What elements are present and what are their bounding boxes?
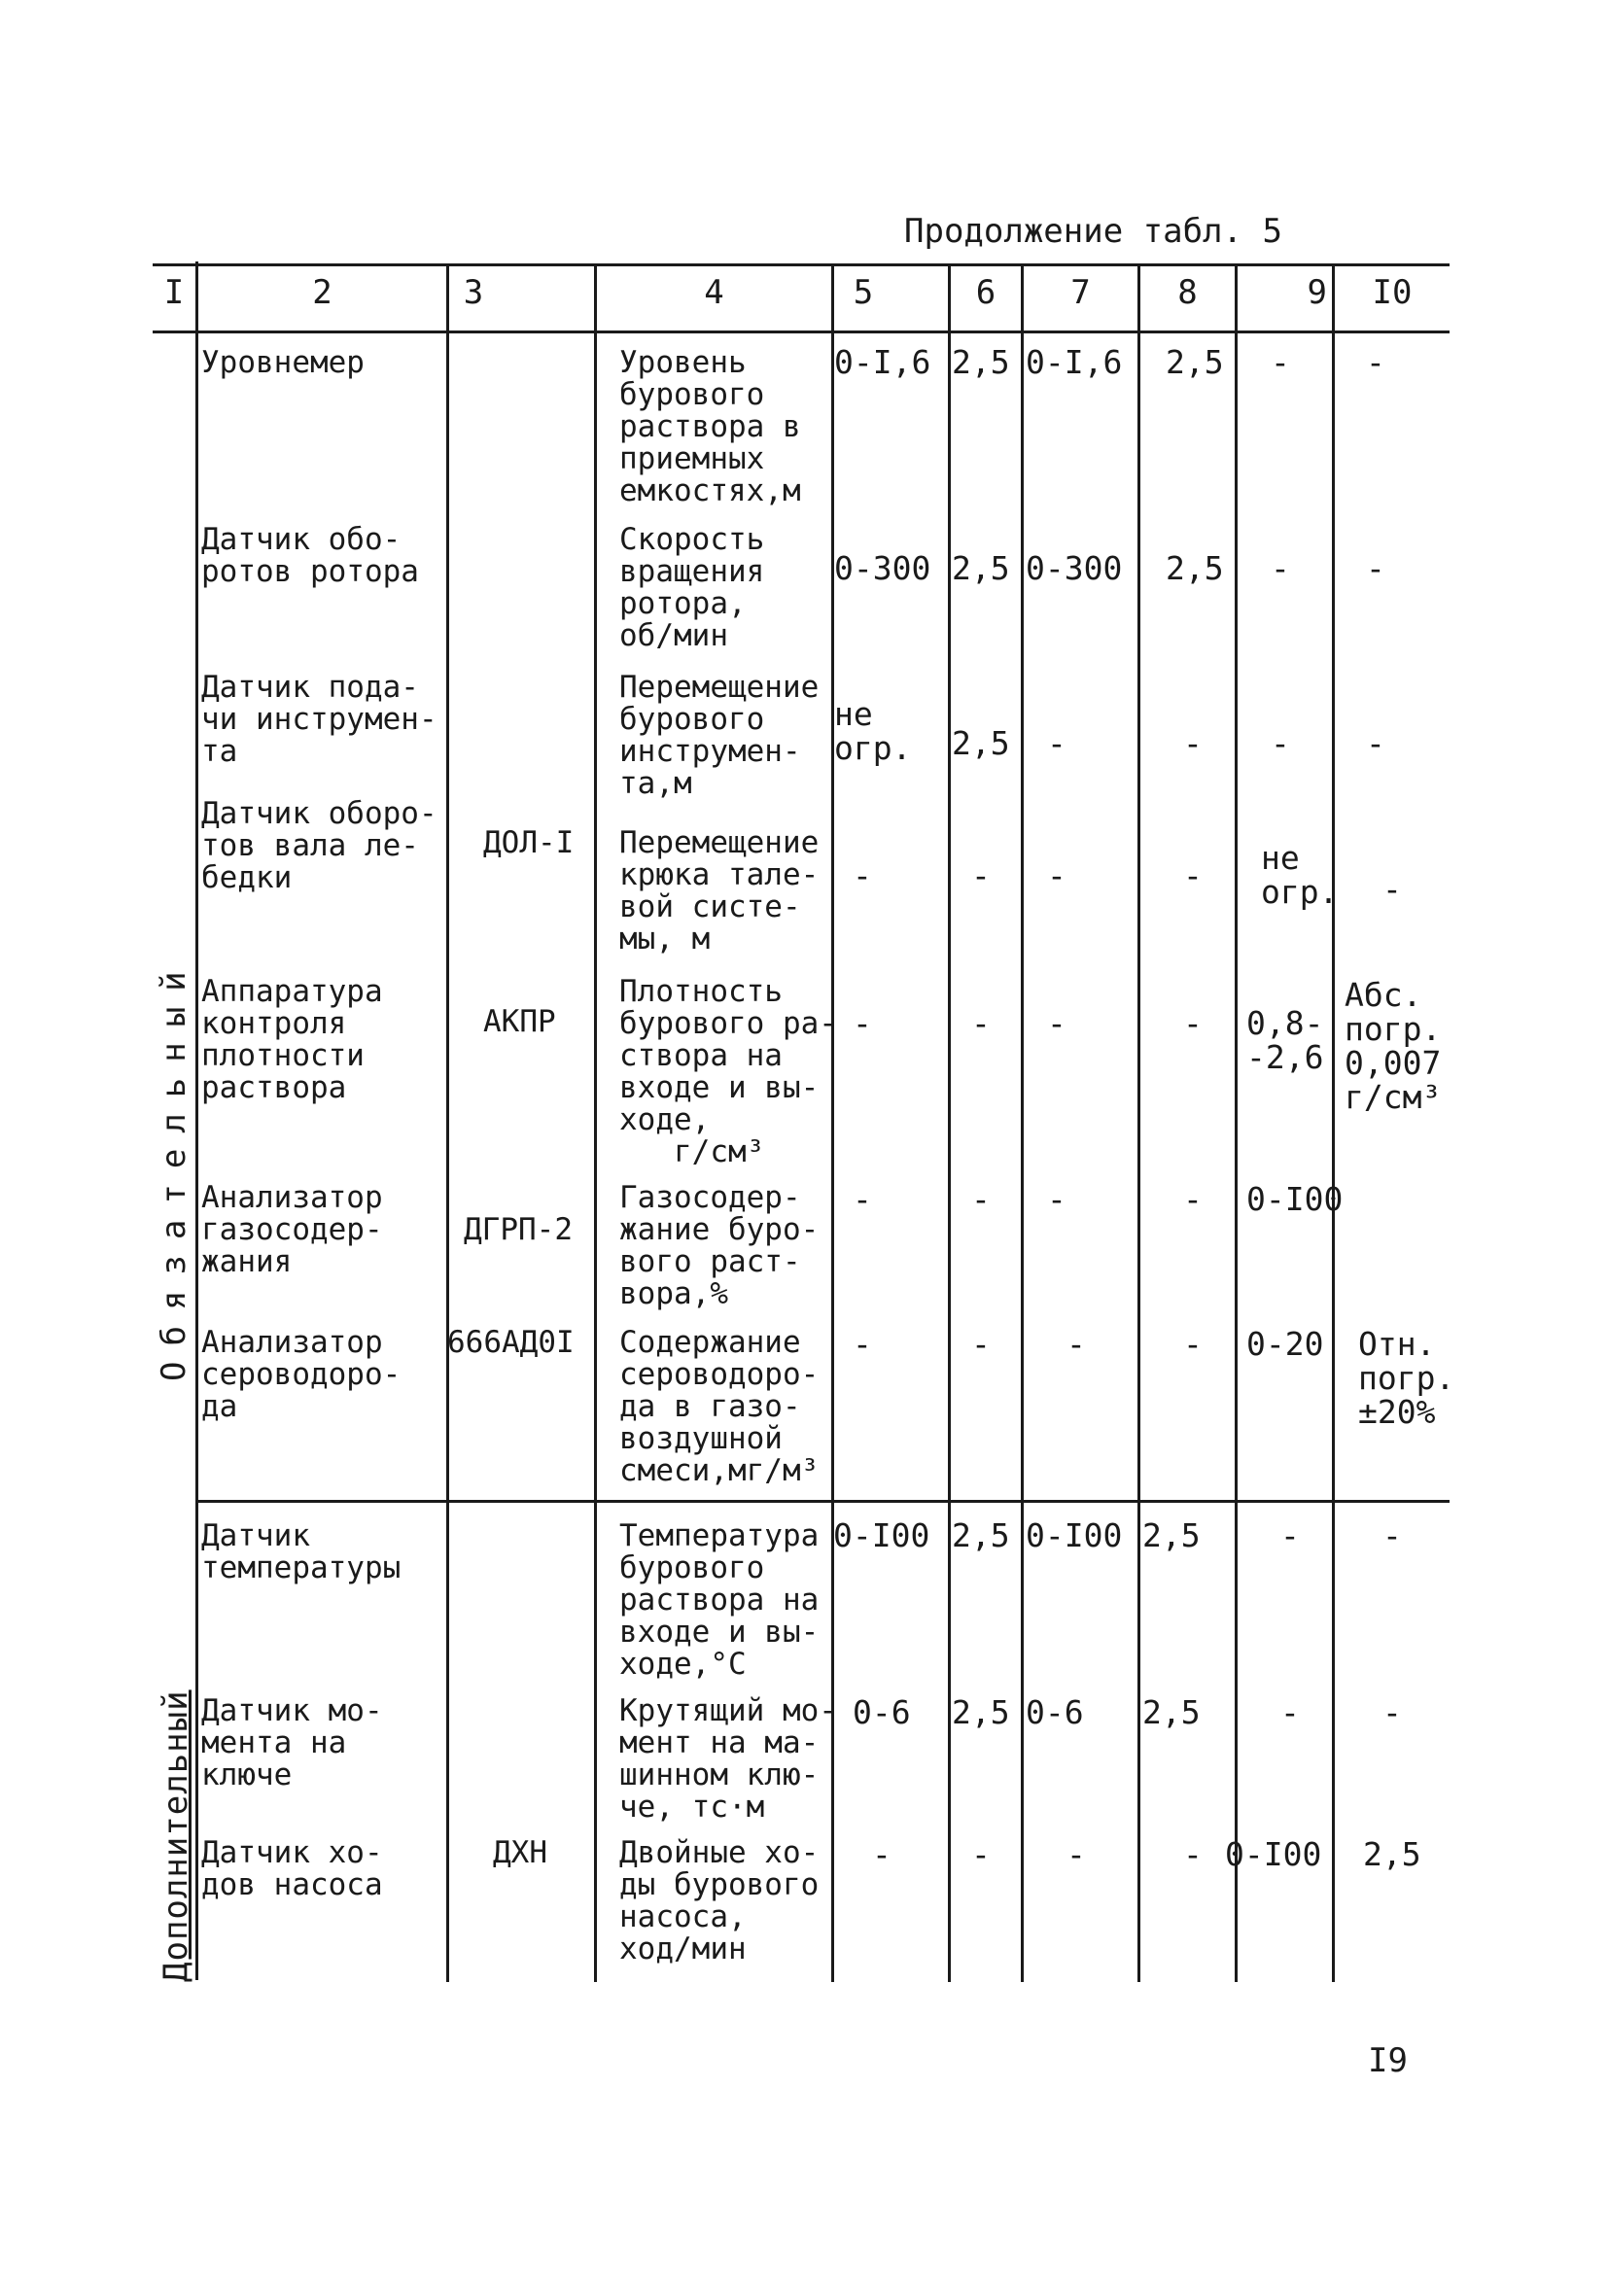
- row5-c9: 0,8- -2,6: [1246, 1004, 1324, 1076]
- group-label-additional: Дополнительный: [157, 1689, 195, 1982]
- col-rule-9: [1332, 263, 1335, 1982]
- row6-c8: -: [1183, 1180, 1203, 1218]
- header-col-5: 5: [853, 273, 874, 312]
- group-label-mandatory: Обязательный: [155, 956, 193, 1381]
- row4-name: Датчик оборо- тов вала ле- бедки: [201, 796, 437, 895]
- row9-c8: 2,5: [1142, 1693, 1201, 1731]
- row1-c6: 2,5: [952, 343, 1010, 381]
- col-rule-1: [195, 261, 198, 1980]
- row5-c10: Абс. погр. 0,007 г/см³: [1345, 976, 1442, 1116]
- table-caption: Продолжение табл. 5: [904, 212, 1282, 251]
- row6-c7: -: [1047, 1180, 1066, 1218]
- row10-c9: 0-I00: [1225, 1835, 1322, 1873]
- row1-c10: -: [1366, 343, 1385, 381]
- row2-c9: -: [1271, 549, 1290, 587]
- row5-c7: -: [1047, 1004, 1066, 1042]
- row4-param: Перемещение крюка тале- вой систе- мы, м: [619, 825, 820, 957]
- row1-c7: 0-I,6: [1026, 343, 1123, 381]
- row7-c10: Отн. погр. ±20%: [1358, 1325, 1455, 1431]
- group-divider-rule: [195, 1500, 1450, 1503]
- row6-param: Газосодер- жание буро- вого раст- вора,%: [619, 1180, 820, 1311]
- row8-c10: -: [1382, 1516, 1402, 1554]
- row10-c7: -: [1066, 1835, 1086, 1873]
- row3-c8: -: [1183, 724, 1203, 762]
- row2-c10: -: [1366, 549, 1385, 587]
- row9-c5: 0-6: [853, 1693, 911, 1731]
- row7-param: Содержание сероводоро- да в газо- воздушной смеси,мг/м³: [619, 1325, 820, 1488]
- row8-c9: -: [1280, 1516, 1300, 1554]
- col-rule-3: [594, 263, 597, 1982]
- header-col-9: 9: [1307, 273, 1327, 312]
- row8-name: Датчик температуры: [201, 1518, 402, 1585]
- row3-c10: -: [1366, 724, 1385, 762]
- row1-c8: 2,5: [1166, 343, 1224, 381]
- row10-c10: 2,5: [1363, 1835, 1421, 1873]
- row5-c6: -: [971, 1004, 991, 1042]
- header-col-2: 2: [312, 273, 332, 312]
- row10-name: Датчик хо- дов насоса: [201, 1835, 383, 1902]
- header-col-7: 7: [1070, 273, 1091, 312]
- row2-name: Датчик обо- ротов ротора: [201, 522, 419, 589]
- row7-c5: -: [853, 1325, 872, 1363]
- row7-c9: 0-20: [1246, 1325, 1324, 1363]
- row3-param: Перемещение бурового инструмен- та,м: [619, 670, 820, 801]
- row4-c8: -: [1183, 856, 1203, 894]
- row6-c9: 0-I00: [1246, 1180, 1344, 1218]
- header-col-4: 4: [704, 273, 724, 312]
- row5-c5: -: [853, 1004, 872, 1042]
- row2-c7: 0-300: [1026, 549, 1123, 587]
- row6-c6: -: [971, 1180, 991, 1218]
- header-col-1: I: [163, 273, 185, 312]
- row9-c10: -: [1382, 1693, 1402, 1731]
- row9-c7: 0-6: [1026, 1693, 1084, 1731]
- header-col-8: 8: [1177, 273, 1198, 312]
- row3-c9: -: [1271, 724, 1290, 762]
- row9-name: Датчик мо- мента на ключе: [201, 1693, 383, 1792]
- row3-c5: не огр.: [834, 695, 912, 767]
- row8-c7: 0-I00: [1026, 1516, 1123, 1554]
- row9-param: Крутящий мо- мент на ма- шинном клю- че, тс·м: [619, 1693, 837, 1825]
- header-top-rule: [153, 263, 1450, 266]
- row7-c8: -: [1183, 1325, 1203, 1363]
- row10-type: ДХН: [493, 1835, 547, 1870]
- row8-param: Температура бурового раствора на входе и вы- ходе,°С: [619, 1518, 820, 1682]
- row10-param: Двойные хо- ды бурового насоса, ход/мин: [619, 1835, 820, 1966]
- row3-name: Датчик пода- чи инструмен- та: [201, 670, 437, 769]
- row9-c6: 2,5: [952, 1693, 1010, 1731]
- row7-type: 666АД0I: [447, 1325, 575, 1360]
- row8-c8: 2,5: [1142, 1516, 1201, 1554]
- row1-name: Уровнемер: [201, 345, 365, 380]
- row3-c7: -: [1047, 724, 1066, 762]
- row2-c5: 0-300: [834, 549, 931, 587]
- row4-c10: -: [1382, 870, 1402, 908]
- row6-name: Анализатор газосодер- жания: [201, 1180, 383, 1279]
- row7-c6: -: [971, 1325, 991, 1363]
- header-bottom-rule: [153, 330, 1450, 333]
- page-number: I9: [1368, 2041, 1408, 2080]
- row2-param: Скорость вращения ротора, об/мин: [619, 522, 765, 653]
- header-col-6: 6: [975, 273, 996, 312]
- row5-type: АКПР: [483, 1004, 556, 1039]
- row1-c9: -: [1271, 343, 1290, 381]
- row5-name: Аппаратура контроля плотности раствора: [201, 974, 383, 1105]
- row8-c6: 2,5: [952, 1516, 1010, 1554]
- row10-c6: -: [971, 1835, 991, 1873]
- row7-name: Анализатор сероводоро- да: [201, 1325, 402, 1424]
- row5-param: Плотность бурового ра- створа на входе и вы- ходе, г/см³: [619, 974, 837, 1169]
- col-rule-2: [446, 263, 449, 1982]
- row9-c9: -: [1280, 1693, 1300, 1731]
- row4-type: ДОЛ-I: [483, 825, 575, 860]
- row6-type: ДГРП-2: [464, 1212, 573, 1247]
- data-table: [153, 263, 1455, 1993]
- row2-c8: 2,5: [1166, 549, 1224, 587]
- row2-c6: 2,5: [952, 549, 1010, 587]
- col-rule-5: [948, 263, 951, 1982]
- row4-c7: -: [1047, 856, 1066, 894]
- row5-c8: -: [1183, 1004, 1203, 1042]
- row1-param: Уровень бурового раствора в приемных емкостях,м: [619, 345, 801, 508]
- row10-c8: -: [1183, 1835, 1203, 1873]
- row7-c7: -: [1066, 1325, 1086, 1363]
- row4-c9: не огр.: [1261, 839, 1339, 911]
- row8-c5: 0-I00: [833, 1516, 930, 1554]
- col-rule-6: [1021, 263, 1024, 1982]
- row1-c5: 0-I,6: [834, 343, 931, 381]
- row6-c5: -: [853, 1180, 872, 1218]
- row3-c6: 2,5: [952, 724, 1010, 762]
- row10-c5: -: [872, 1835, 891, 1873]
- row4-c6: -: [971, 856, 991, 894]
- col-rule-8: [1235, 263, 1238, 1982]
- header-col-3: 3: [463, 273, 484, 312]
- col-rule-7: [1137, 263, 1140, 1982]
- row4-c5: -: [853, 856, 872, 894]
- header-col-10: I0: [1372, 273, 1413, 312]
